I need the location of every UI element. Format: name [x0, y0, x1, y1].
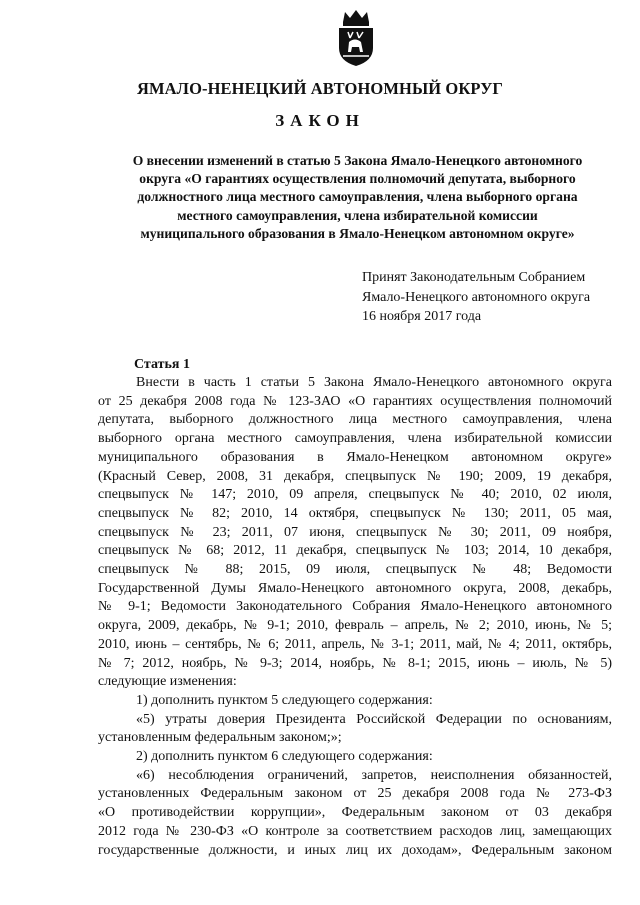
article-text-line: 2012 года № 230-ФЗ «О контроле за соответствием расходов лиц, замещающих [98, 823, 612, 839]
article-text-line: Внести в часть 1 статьи 5 Закона Ямало-Ненецкого автономного округа [136, 375, 612, 390]
document-type: ЗАКОН [275, 111, 365, 130]
article-text-line: «6) несоблюдения ограничений, запретов, неисполнения обязанностей, [136, 767, 612, 783]
article-text-line: муниципального образования в Ямало-Ненецком автономном округе» [98, 449, 612, 465]
article-text-line: спецвыпуск № 68; 2012, 11 декабря, спецвыпуск № 103; 2014, 10 декабря, [98, 543, 612, 559]
article-text-line: округа, 2009, декабрь, № 9-1; 2010, февраль – апрель, № 2; 2010, июнь, № 5; [98, 618, 612, 634]
title-line: О внесении изменений в статью 5 Закона Ямало-Ненецкого автономного [132, 153, 583, 168]
adoption-line: Ямало-Ненецкого автономного округа [362, 289, 591, 305]
adoption-note [362, 268, 590, 327]
article-text-line: спецвыпуск № 88; 2015, 09 июля, спецвыпуск № 48; Ведомости [98, 562, 612, 578]
article-text-line: № 7; 2012, ноябрь, № 9-3; 2014, ноябрь, № 8-1; 2015, июнь – июль, № 5) [98, 655, 612, 671]
law-title [95, 152, 620, 243]
article-text-line: депутата, выборного должностного лица местного самоуправления, члена [98, 412, 612, 428]
article-text-line: спецвыпуск № 82; 2010, 14 октября, спецвыпуск № 130; 2011, 05 мая, [98, 505, 612, 521]
article-text-line: 2) дополнить пунктом 6 следующего содержания: [136, 749, 433, 765]
article-text-line: государственные должности, и иных лиц их доходам», Федеральным законом [98, 842, 612, 858]
article-text-line: установленных Федеральным законом от 25 декабря 2008 года № 273-ФЗ [98, 786, 612, 802]
adoption-line: Принят Законодательным Собранием [362, 270, 586, 285]
title-line: местного самоуправления, члена избирательной комиссии [177, 207, 538, 223]
title-line: округа «О гарантиях осуществления полномочий депутата, выборного [139, 171, 576, 187]
article-text-line: установленным федеральным законом;»; [98, 730, 342, 746]
article-text-line: № 9-1; Ведомости Законодательного Собрания Ямало-Ненецкого автономного [98, 599, 612, 615]
region-name: ЯМАЛО-НЕНЕЦКИЙ АВТОНОМНЫЙ ОКРУГ [136, 79, 504, 98]
article-text-line: следующие изменения: [98, 674, 237, 690]
article-text-line: «5) утраты доверия Президента Российской Федерации по основаниям, [136, 711, 612, 727]
article-text-line: Государственной Думы Ямало-Ненецкого автономного округа, 2008, декабрь, [98, 580, 612, 596]
article-text-line: 2010, июнь – сентябрь, № 6; 2011, апрель, № 3-1; 2011, май, № 4; 2011, октябрь, [98, 636, 612, 652]
article-text-line: «О противодействии коррупции», Федеральным законом от 03 декабря [98, 805, 612, 821]
article-text-line: 1) дополнить пунктом 5 следующего содержания: [136, 692, 433, 708]
article-text-line: спецвыпуск № 147; 2010, 09 апреля, спецвыпуск № 40; 2010, 02 июля, [98, 487, 612, 503]
article-text-line: выборного органа местного самоуправления, члена избирательной комиссии [98, 431, 612, 447]
article-text-line: спецвыпуск № 23; 2011, 07 июня, спецвыпуск № 30; 2011, 09 ноября, [98, 524, 612, 540]
article-heading: Статья 1 [134, 357, 190, 372]
title-line: муниципального образования в Ямало-Ненецком автономном округе» [140, 225, 575, 241]
coat-of-arms-icon [333, 8, 379, 68]
title-line: должностного лица местного самоуправления, члена выборного органа [137, 189, 578, 205]
article-text-line: (Красный Север, 2008, 31 декабря, спецвыпуск № 190; 2009, 19 декабря, [98, 468, 612, 484]
adoption-line: 16 ноября 2017 года [362, 309, 482, 324]
article-text-line: от 25 декабря 2008 года № 123-ЗАО «О гарантиях осуществления полномочий [98, 393, 612, 409]
article-body [98, 374, 612, 860]
